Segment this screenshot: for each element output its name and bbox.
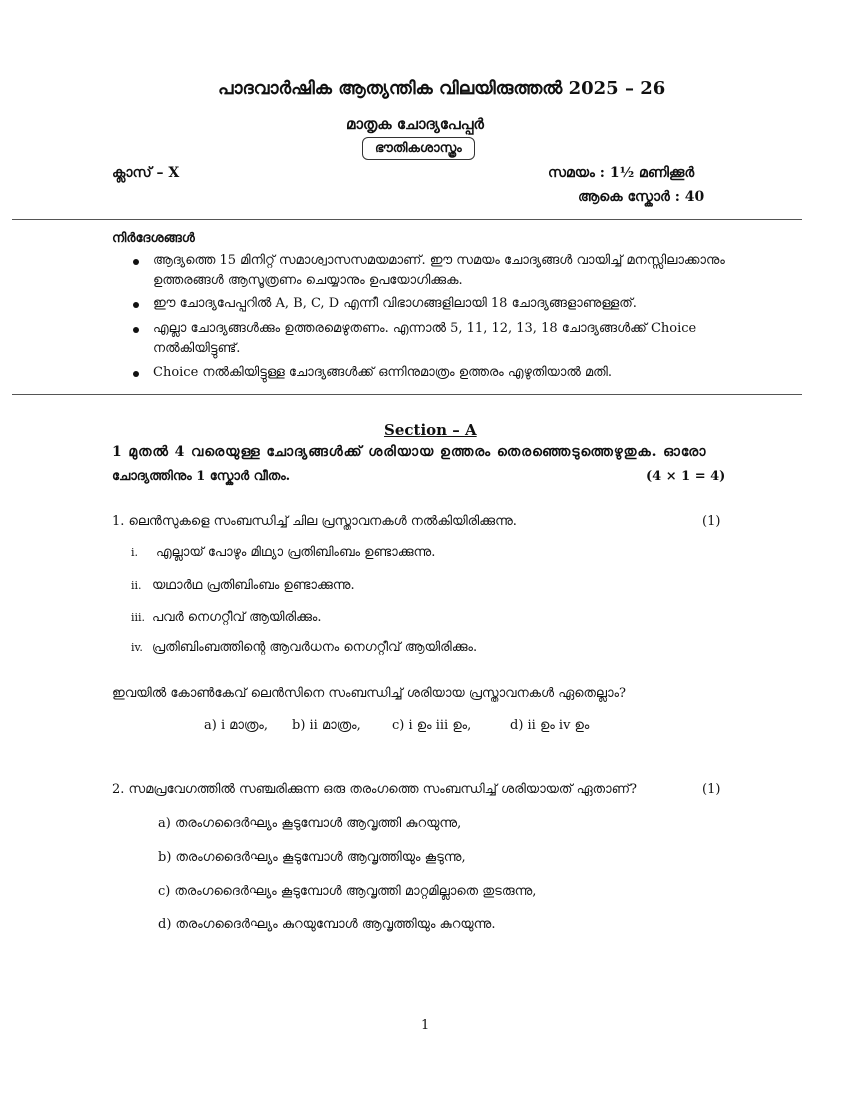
- exam-title: പാദവാർഷിക ആത്യന്തിക വിലയിരുത്തൽ 2025 – 26: [218, 78, 666, 99]
- question-1-option-b: b) ii മാത്രം,: [292, 718, 361, 733]
- question-1-marks: (1): [702, 514, 721, 529]
- class-label: ക്ലാസ് – X: [112, 165, 180, 181]
- statement-number: ii.: [131, 579, 142, 592]
- section-a-marks: (4 × 1 = 4): [646, 469, 726, 484]
- question-2-option-b: b) തരംഗദൈർഘ്യം കൂടുമ്പോൾ ആവൃത്തിയും കൂടുന്നു,: [158, 850, 466, 865]
- question-1-text: 1. ലെൻസുകളെ സംബന്ധിച്ച് ചില പ്രസ്താവനകൾ നൽകിയിരിക്കുന്നു.: [112, 514, 517, 529]
- section-a-title: Section – A: [384, 421, 477, 439]
- subject-box: ഭൗതികശാസ്ത്രം: [362, 137, 475, 160]
- statement-text: എല്ലായ് പോഴും മിഥ്യാ പ്രതിബിംബം ഉണ്ടാക്കുന്നു.: [156, 545, 436, 560]
- question-1-prompt: ഇവയിൽ കോൺകേവ് ലെൻസിനെ സംബന്ധിച്ച് ശരിയായ പ്രസ്താവനകൾ ഏതെല്ലാം?: [112, 686, 627, 701]
- instructions-heading: നിർദേശങ്ങൾ: [112, 231, 195, 246]
- question-2-option-a: a) തരംഗദൈർഘ്യം കൂടുമ്പോൾ ആവൃത്തി കുറയുന്നു,: [158, 816, 462, 831]
- question-2-marks: (1): [702, 782, 721, 797]
- instruction-4: Choice നൽകിയിട്ടുള്ള ചോദ്യങ്ങൾക്ക് ഒന്നിനുമാത്രം ഉത്തരം എഴുതിയാൽ മതി.: [153, 365, 612, 380]
- statement-text: യഥാർഥ പ്രതിബിംബം ഉണ്ടാക്കുന്നു.: [152, 578, 355, 593]
- question-1-option-c: c) i ഉം iii ഉം,: [392, 718, 472, 733]
- instruction-3-line-1: എല്ലാ ചോദ്യങ്ങൾക്കും ഉത്തരമെഴുതണം. എന്നാൽ 5, 11, 12, 13, 18 ചോദ്യങ്ങൾക്ക് Choice: [153, 321, 697, 336]
- instruction-3-line-2: നൽകിയിട്ടുണ്ട്.: [153, 341, 241, 356]
- score-label: ആകെ സ്കോർ : 40: [578, 189, 705, 205]
- question-1-option-d: d) ii ഉം iv ഉം: [510, 718, 590, 733]
- question-2-option-d: d) തരംഗദൈർഘ്യം കുറയുമ്പോൾ ആവൃത്തിയും കുറയുന്നു.: [158, 917, 496, 932]
- instruction-2: ഈ ചോദ്യപേപ്പറിൽ A, B, C, D എന്നീ വിഭാഗങ്ങളിലായി 18 ചോദ്യങ്ങളാണുള്ളത്.: [153, 296, 637, 311]
- question-2-text: 2. സമപ്രവേഗത്തിൽ സഞ്ചരിക്കുന്ന ഒരു തരംഗത്തെ സംബന്ധിച്ച് ശരിയായത് ഏതാണ്?: [112, 782, 637, 797]
- section-a-intro-line-2: ചോദ്യത്തിനും 1 സ്കോർ വീതം.: [112, 469, 291, 484]
- bullet-icon: [133, 259, 139, 265]
- page-number: 1: [421, 1018, 430, 1033]
- instruction-1-line-1: ആദ്യത്തെ 15 മിനിറ്റ് സമാശ്വാസസമയമാണ്. ഈ സമയം ചോദ്യങ്ങൾ വായിച്ച് മനസ്സിലാക്കാനും: [153, 253, 725, 268]
- instruction-1-line-2: ഉത്തരങ്ങൾ ആസൂത്രണം ചെയ്യാനും ഉപയോഗിക്കുക.: [153, 273, 463, 288]
- statement-number: iv.: [131, 641, 143, 654]
- question-2-option-c: c) തരംഗദൈർഘ്യം കൂടുമ്പോൾ ആവൃത്തി മാറ്റമില്ലാതെ തുടരുന്നു,: [158, 884, 537, 899]
- statement-text: പവർ നെഗറ്റീവ് ആയിരിക്കും.: [152, 610, 322, 625]
- instructions-divider: [12, 394, 802, 395]
- question-1-option-a: a) i മാത്രം,: [204, 718, 269, 733]
- bullet-icon: [133, 327, 139, 333]
- section-a-intro-line-1: 1 മുതൽ 4 വരെയുള്ള ചോദ്യങ്ങൾക്ക് ശരിയായ ഉത്തരം തെരഞ്ഞെടുത്തെഴുതുക. ഓരോ: [112, 444, 707, 460]
- statement-number: i.: [131, 546, 139, 559]
- statement-number: iii.: [131, 611, 146, 624]
- bullet-icon: [133, 302, 139, 308]
- statement-text: പ്രതിബിംബത്തിന്റെ ആവർധനം നെഗറ്റീവ് ആയിരിക്കും.: [152, 640, 478, 655]
- time-label: സമയം : 1½ മണിക്കൂർ: [548, 165, 695, 181]
- paper-subtitle: മാതൃക ചോദ്യപേപ്പർ: [346, 115, 484, 133]
- header-divider: [12, 219, 802, 220]
- bullet-icon: [133, 371, 139, 377]
